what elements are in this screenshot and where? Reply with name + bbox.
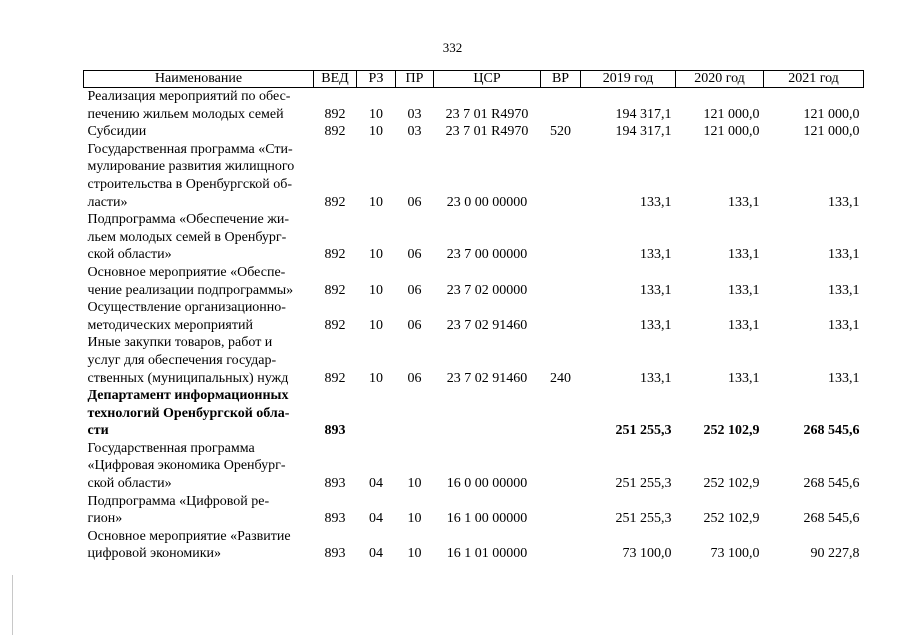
cell-2020: 121 000,0 bbox=[703, 106, 760, 122]
cell-2019: 133,1 bbox=[640, 370, 672, 386]
cell-2019: 73 100,0 bbox=[622, 546, 672, 562]
cell-2020: 133,1 bbox=[728, 282, 760, 298]
cell-ved: 892 bbox=[324, 370, 346, 386]
header-csr: ЦСР bbox=[434, 71, 541, 88]
cell-2021: 133,1 bbox=[828, 370, 860, 386]
name-line: Субсидии bbox=[87, 124, 147, 140]
cell-ved: 892 bbox=[324, 194, 346, 210]
cell-rz: 10 bbox=[369, 370, 383, 386]
cell-2020: 133,1 bbox=[728, 194, 760, 210]
cell-2021: 90 227,8 bbox=[810, 546, 860, 562]
table-row bbox=[84, 528, 864, 563]
cell-2019: 133,1 bbox=[640, 317, 672, 333]
cell-vr bbox=[541, 211, 581, 264]
table-row bbox=[84, 334, 864, 387]
table-row bbox=[84, 264, 864, 299]
name-line: гион» bbox=[87, 511, 123, 527]
cell-pr: 10 bbox=[407, 476, 422, 492]
name-line: ственных (муниципальных) нужд bbox=[87, 370, 289, 386]
cell-ved: 893 bbox=[324, 511, 346, 527]
cell-rz bbox=[357, 387, 396, 440]
name-line: Государственная программа bbox=[87, 440, 255, 456]
cell-2019: 133,1 bbox=[640, 194, 672, 210]
cell-csr: 23 7 02 00000 bbox=[446, 282, 528, 298]
cell-pr bbox=[396, 387, 434, 440]
cell-2021: 268 545,6 bbox=[803, 511, 860, 527]
page-number: 332 bbox=[442, 40, 463, 55]
cell-vr bbox=[541, 528, 581, 563]
name-line: ласти» bbox=[87, 194, 128, 210]
cell-name bbox=[84, 299, 314, 334]
cell-2020: 133,1 bbox=[728, 370, 760, 386]
table-row bbox=[84, 211, 864, 264]
cell-ved: 892 bbox=[324, 317, 346, 333]
cell-2021: 121 000,0 bbox=[803, 106, 860, 122]
name-line: льем молодых семей в Оренбург- bbox=[87, 229, 287, 245]
scan-margin-line bbox=[12, 575, 13, 635]
cell-name bbox=[84, 211, 314, 264]
cell-2020: 133,1 bbox=[728, 247, 760, 263]
name-line: Департамент информационных bbox=[87, 388, 289, 404]
name-line: Осуществление организационно- bbox=[87, 300, 286, 316]
cell-pr: 06 bbox=[407, 282, 422, 298]
table-row bbox=[84, 387, 864, 440]
table-body bbox=[84, 88, 864, 564]
name-line: ской области» bbox=[87, 476, 172, 492]
table-header bbox=[84, 71, 864, 88]
cell-pr: 10 bbox=[407, 511, 422, 527]
table-row bbox=[84, 299, 864, 334]
cell-csr bbox=[434, 387, 541, 440]
cell-pr: 06 bbox=[407, 194, 422, 210]
table-row bbox=[84, 123, 864, 141]
cell-vr bbox=[541, 493, 581, 528]
name-line: Основное мероприятие «Обеспе- bbox=[87, 264, 286, 280]
cell-2021: 133,1 bbox=[828, 194, 860, 210]
cell-2020: 73 100,0 bbox=[710, 546, 760, 562]
cell-name bbox=[84, 141, 314, 211]
header-2021: 2021 год bbox=[764, 71, 864, 88]
header-pr: ПР bbox=[396, 71, 434, 88]
cell-ved: 893 bbox=[324, 423, 346, 439]
name-line: Подпрограмма «Цифровой ре- bbox=[87, 493, 270, 509]
cell-2021: 133,1 bbox=[828, 317, 860, 333]
table-row bbox=[84, 141, 864, 211]
header-rz: РЗ bbox=[357, 71, 396, 88]
name-line: услуг для обеспечения государ- bbox=[87, 352, 277, 368]
name-line: мулирование развития жилищного bbox=[87, 159, 295, 175]
name-line: Государственная программа «Сти- bbox=[87, 141, 293, 157]
cell-ved: 892 bbox=[324, 247, 346, 263]
cell-2021: 121 000,0 bbox=[803, 124, 860, 140]
cell-pr: 06 bbox=[407, 370, 422, 386]
cell-2020: 252 102,9 bbox=[703, 511, 760, 527]
cell-csr: 23 7 01 R4970 bbox=[445, 124, 529, 140]
cell-name bbox=[84, 334, 314, 387]
cell-vr: 520 bbox=[550, 124, 571, 140]
cell-vr: 240 bbox=[550, 370, 571, 386]
table-row bbox=[84, 440, 864, 493]
cell-rz: 04 bbox=[369, 476, 383, 492]
cell-rz: 10 bbox=[369, 247, 383, 263]
cell-name bbox=[84, 88, 314, 124]
name-line: печению жильем молодых семей bbox=[87, 106, 284, 122]
cell-2019: 251 255,3 bbox=[615, 511, 672, 527]
cell-csr: 23 7 01 R4970 bbox=[445, 106, 529, 122]
cell-vr bbox=[541, 88, 581, 124]
cell-pr: 03 bbox=[407, 124, 422, 140]
cell-2020: 121 000,0 bbox=[703, 124, 760, 140]
cell-ved: 893 bbox=[324, 546, 346, 562]
cell-csr: 16 1 01 00000 bbox=[446, 546, 528, 562]
cell-2021: 133,1 bbox=[828, 282, 860, 298]
cell-2019: 194 317,1 bbox=[615, 124, 672, 140]
cell-rz: 10 bbox=[369, 124, 383, 140]
cell-2020: 133,1 bbox=[728, 317, 760, 333]
cell-pr: 06 bbox=[407, 317, 422, 333]
cell-ved: 893 bbox=[324, 476, 346, 492]
header-2020: 2020 год bbox=[676, 71, 764, 88]
name-line: Основное мероприятие «Развитие bbox=[87, 528, 291, 544]
name-line: Подпрограмма «Обеспечение жи- bbox=[87, 212, 290, 228]
cell-2019: 133,1 bbox=[640, 247, 672, 263]
name-line: методических мероприятий bbox=[87, 317, 253, 333]
cell-csr: 16 1 00 00000 bbox=[446, 511, 528, 527]
cell-2021: 268 545,6 bbox=[803, 476, 860, 492]
cell-csr: 23 7 02 91460 bbox=[446, 317, 528, 333]
budget-table bbox=[83, 70, 864, 563]
table-row bbox=[84, 493, 864, 528]
name-line: сти bbox=[87, 423, 109, 439]
cell-vr bbox=[541, 264, 581, 299]
name-line: ской области» bbox=[87, 247, 172, 263]
cell-ved: 892 bbox=[324, 282, 346, 298]
cell-name bbox=[84, 493, 314, 528]
cell-vr bbox=[541, 141, 581, 211]
cell-rz: 10 bbox=[369, 282, 383, 298]
cell-rz: 04 bbox=[369, 511, 383, 527]
header-vr: ВР bbox=[541, 71, 581, 88]
name-line: технологий Оренбургской обла- bbox=[87, 405, 290, 421]
cell-2019: 194 317,1 bbox=[615, 106, 672, 122]
cell-pr: 03 bbox=[407, 106, 422, 122]
header-name: Наименование bbox=[84, 71, 314, 88]
cell-2020: 252 102,9 bbox=[703, 423, 760, 439]
cell-ved: 892 bbox=[324, 124, 346, 140]
name-line: Иные закупки товаров, работ и bbox=[87, 335, 273, 351]
cell-rz: 10 bbox=[369, 194, 383, 210]
name-line: «Цифровая экономика Оренбург- bbox=[87, 458, 286, 474]
name-line: цифровой экономики» bbox=[87, 546, 222, 562]
cell-csr: 23 7 00 00000 bbox=[446, 247, 528, 263]
cell-pr: 10 bbox=[407, 546, 422, 562]
cell-name bbox=[84, 440, 314, 493]
cell-vr bbox=[541, 440, 581, 493]
name-line: строительства в Оренбургской об- bbox=[87, 176, 293, 192]
name-line: чение реализации подпрограммы» bbox=[87, 282, 294, 298]
cell-2019: 251 255,3 bbox=[615, 476, 672, 492]
cell-2021: 133,1 bbox=[828, 247, 860, 263]
cell-csr: 23 7 02 91460 bbox=[446, 370, 528, 386]
cell-2019: 133,1 bbox=[640, 282, 672, 298]
cell-csr: 16 0 00 00000 bbox=[446, 476, 528, 492]
cell-rz: 10 bbox=[369, 106, 383, 122]
cell-pr: 06 bbox=[407, 247, 422, 263]
table-row bbox=[84, 88, 864, 124]
cell-vr bbox=[541, 387, 581, 440]
cell-vr bbox=[541, 299, 581, 334]
cell-name bbox=[84, 264, 314, 299]
cell-name bbox=[84, 387, 314, 440]
header-ved: ВЕД bbox=[314, 71, 357, 88]
cell-name bbox=[84, 528, 314, 563]
cell-2020: 252 102,9 bbox=[703, 476, 760, 492]
cell-rz: 04 bbox=[369, 546, 383, 562]
cell-csr: 23 0 00 00000 bbox=[446, 194, 528, 210]
cell-2019: 251 255,3 bbox=[615, 423, 672, 439]
cell-rz: 10 bbox=[369, 317, 383, 333]
cell-name bbox=[84, 123, 314, 141]
cell-ved: 892 bbox=[324, 106, 346, 122]
name-line: Реализация мероприятий по обес- bbox=[87, 89, 291, 104]
cell-2021: 268 545,6 bbox=[803, 423, 860, 439]
header-2019: 2019 год bbox=[581, 71, 676, 88]
